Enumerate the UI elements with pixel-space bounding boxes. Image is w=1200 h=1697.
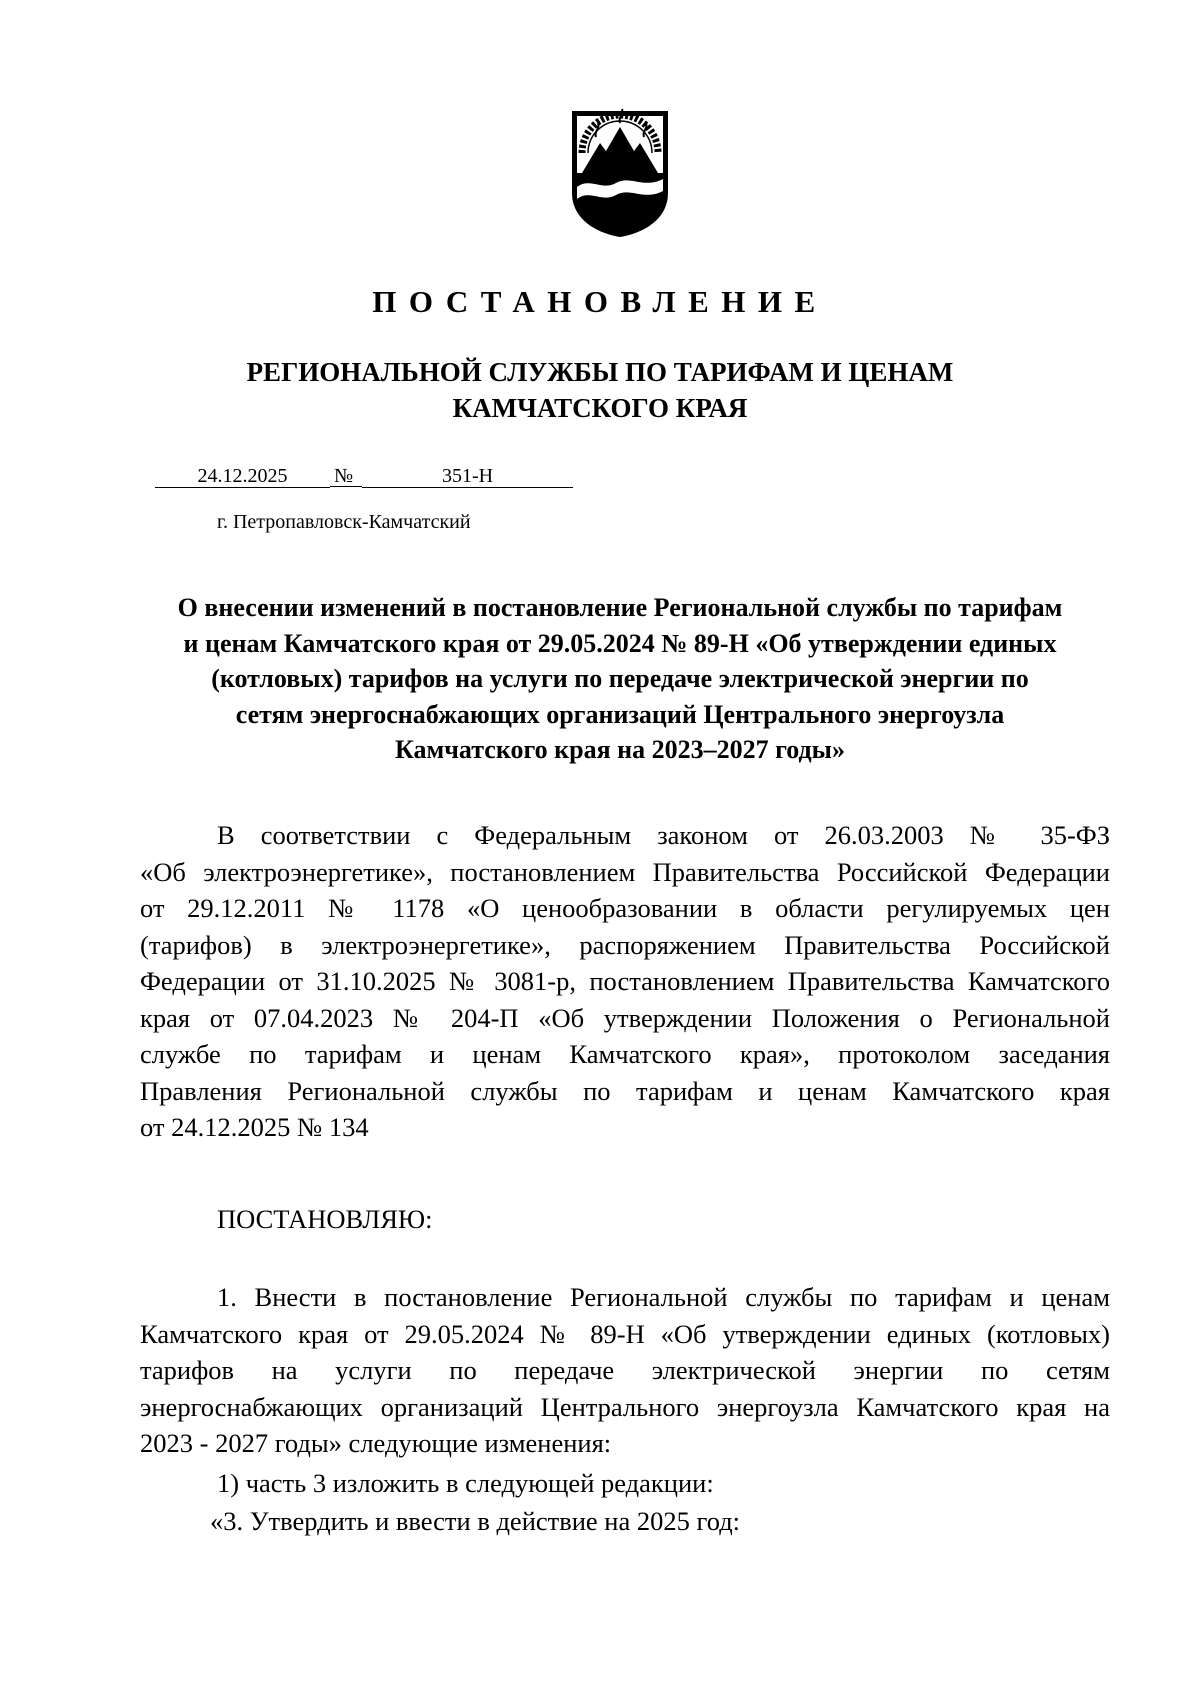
authority-line-2: КАМЧАТСКОГО КРАЯ [452, 393, 748, 423]
document-date: 24.12.2025 [155, 463, 330, 488]
number-sign: № [330, 463, 362, 487]
issuing-authority [0, 354, 1200, 426]
preamble-line: Федерации от 31.10.2025 № 3081-р, постановлением Правительства Камчатского [140, 966, 1110, 996]
preamble-line: Правления Региональной службы по тарифам и ценам Камчатского края [140, 1075, 1110, 1106]
preamble-line: В соответствии с Федеральным законом от 26.03.2003 № 35-ФЗ [217, 820, 1110, 850]
clause-line: Камчатского края от 29.05.2024 № 89-Н «Об утверждении единых (котловых) [140, 1318, 1110, 1349]
place-of-issue: г. Петропавловск-Камчатский [217, 511, 471, 533]
kamchatka-coat-of-arms-icon [568, 107, 672, 239]
document-type-heading: ПОСТАНОВЛЕНИЕ [372, 284, 828, 319]
authority-line-1: РЕГИОНАЛЬНОЙ СЛУЖБЫ ПО ТАРИФАМ И ЦЕНАМ [246, 357, 954, 387]
clause-line: энергоснабжающих организаций Центрального энергоузла Камчатского края на [140, 1391, 1110, 1422]
clause-1-paragraph [140, 1279, 1110, 1462]
preamble-line: от 24.12.2025 № 134 [140, 1112, 369, 1142]
clause-line: тарифов на услуги по передаче электрической энергии по сетям [140, 1355, 1110, 1385]
preamble-line: службе по тарифам и ценам Камчатского края», протоколом заседания [140, 1039, 1110, 1069]
preamble-line: (тарифов) в электроэнергетике», распоряжением Правительства Российской [140, 929, 1110, 960]
title-line: сетям энергоснабжающих организаций Центрального энергоузла [235, 699, 1005, 729]
title-line: О внесении изменений в постановление Региональной службы по тарифам [177, 593, 1063, 622]
title-line: и ценам Камчатского края от 29.05.2024 № 89-Н «Об утверждении единых [183, 628, 1057, 658]
title-line: Камчатского края на 2023–2027 годы» [395, 735, 845, 764]
clause-line: 2023 - 2027 годы» следующие изменения: [140, 1428, 612, 1458]
preamble-line: края от 07.04.2023 № 204-П «Об утверждении Положения о Региональной [140, 1002, 1110, 1033]
title-line: (котловых) тарифов на услуги по передаче электрической энергии по [211, 664, 1029, 693]
decree-word: ПОСТАНОВЛЯЮ: [217, 1204, 433, 1234]
preamble-paragraph [140, 817, 1110, 1146]
document-number: 351-Н [362, 463, 573, 488]
sub-item-1: 1) часть 3 изложить в следующей редакции: [217, 1468, 714, 1498]
clause-line: 1. Внести в постановление Региональной службы по тарифам и ценам [217, 1282, 1110, 1312]
quoted-part-3: «3. Утвердить и ввести в действие на 2025 год: [210, 1506, 741, 1536]
preamble-line: «Об электроэнергетике», постановлением Правительства Российской Федерации [140, 856, 1110, 887]
document-title [130, 590, 1110, 768]
preamble-line: от 29.12.2011 № 1178 «О ценообразовании в области регулируемых цен [140, 893, 1110, 923]
